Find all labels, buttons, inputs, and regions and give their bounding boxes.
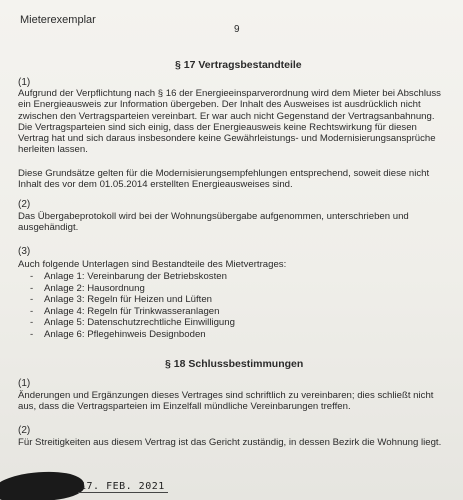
paragraph-number: (1) <box>18 378 31 389</box>
paragraph-number: (2) <box>18 199 31 210</box>
list-item: - Anlage 3: Regeln für Heizen und Lüften <box>30 294 213 306</box>
paragraph-number: (2) <box>18 425 31 436</box>
section-18-title: § 18 Schlussbestimmungen <box>165 358 304 370</box>
list-item: - Anlage 1: Vereinbarung der Betriebskosten <box>30 271 227 282</box>
paragraph-17-3: Auch folgende Unterlagen sind Bestandteile des Mietvertrages: <box>18 259 287 270</box>
paragraph-18-1: Änderungen und Ergänzungen dieses Vertrages sind schriftlich zu vereinbaren; dies schließt nicht aus, dass die Vertragsparteien im Einzelfall mündliche Vereinbarungen treffen. <box>18 390 434 413</box>
paragraph-17-2: Das Übergabeprotokoll wird bei der Wohnungsübergabe aufgenommen, unterschrieben und ausgehändigt. <box>18 211 409 234</box>
page-number: 9 <box>234 24 240 35</box>
paragraph-number: (3) <box>18 246 31 257</box>
redacted-signature <box>0 466 86 500</box>
list-item: - Anlage 5: Datenschutzrechtliche Einwilligung <box>30 317 235 329</box>
section-17-title: § 17 Vertragsbestandteile <box>175 59 302 71</box>
list-item: - Anlage 2: Hausordnung <box>30 282 145 294</box>
annex-list <box>30 271 235 341</box>
list-item: - Anlage 6: Pflegehinweis Designboden <box>30 328 206 340</box>
paragraph-17-1-continued: Diese Grundsätze gelten für die Modernisierungsempfehlungen entsprechend, soweit diese nicht Inhalt des vor dem 01.05.2014 erstellten Energieausweises sind. <box>18 168 430 191</box>
list-item: - Anlage 4: Regeln für Trinkwasseranlagen <box>30 305 220 317</box>
signature-line <box>78 492 168 493</box>
paragraph-number: (1) <box>18 77 31 88</box>
paragraph-18-2: Für Streitigkeiten aus diesem Vertrag ist das Gericht zuständig, in dessen Bezirk die Wohnung liegt. <box>18 437 442 448</box>
paragraph-17-1: Aufgrund der Verpflichtung nach § 16 der Energieeinsparverordnung wird dem Mieter bei Abschluss ein Energieausweis zur Information übergeben. Der Inhalt des Ausweises ist ausdrücklich nicht zwischen den Vertragsparteien vereinbart. Er war auch nicht Gegenstand der Vertragsanbahnung. Die Vertragsparteien sind sich einig, dass der Energieausweis keine Rechtswirkung für diesen Vertrag hat und sich daraus insbesondere keine Gewährleistungs- und Modernisierungsansprüche herleiten lassen. <box>18 88 441 156</box>
date-stamp: 17. FEB. 2021 <box>80 481 165 492</box>
copy-label: Mieterexemplar <box>20 14 96 26</box>
